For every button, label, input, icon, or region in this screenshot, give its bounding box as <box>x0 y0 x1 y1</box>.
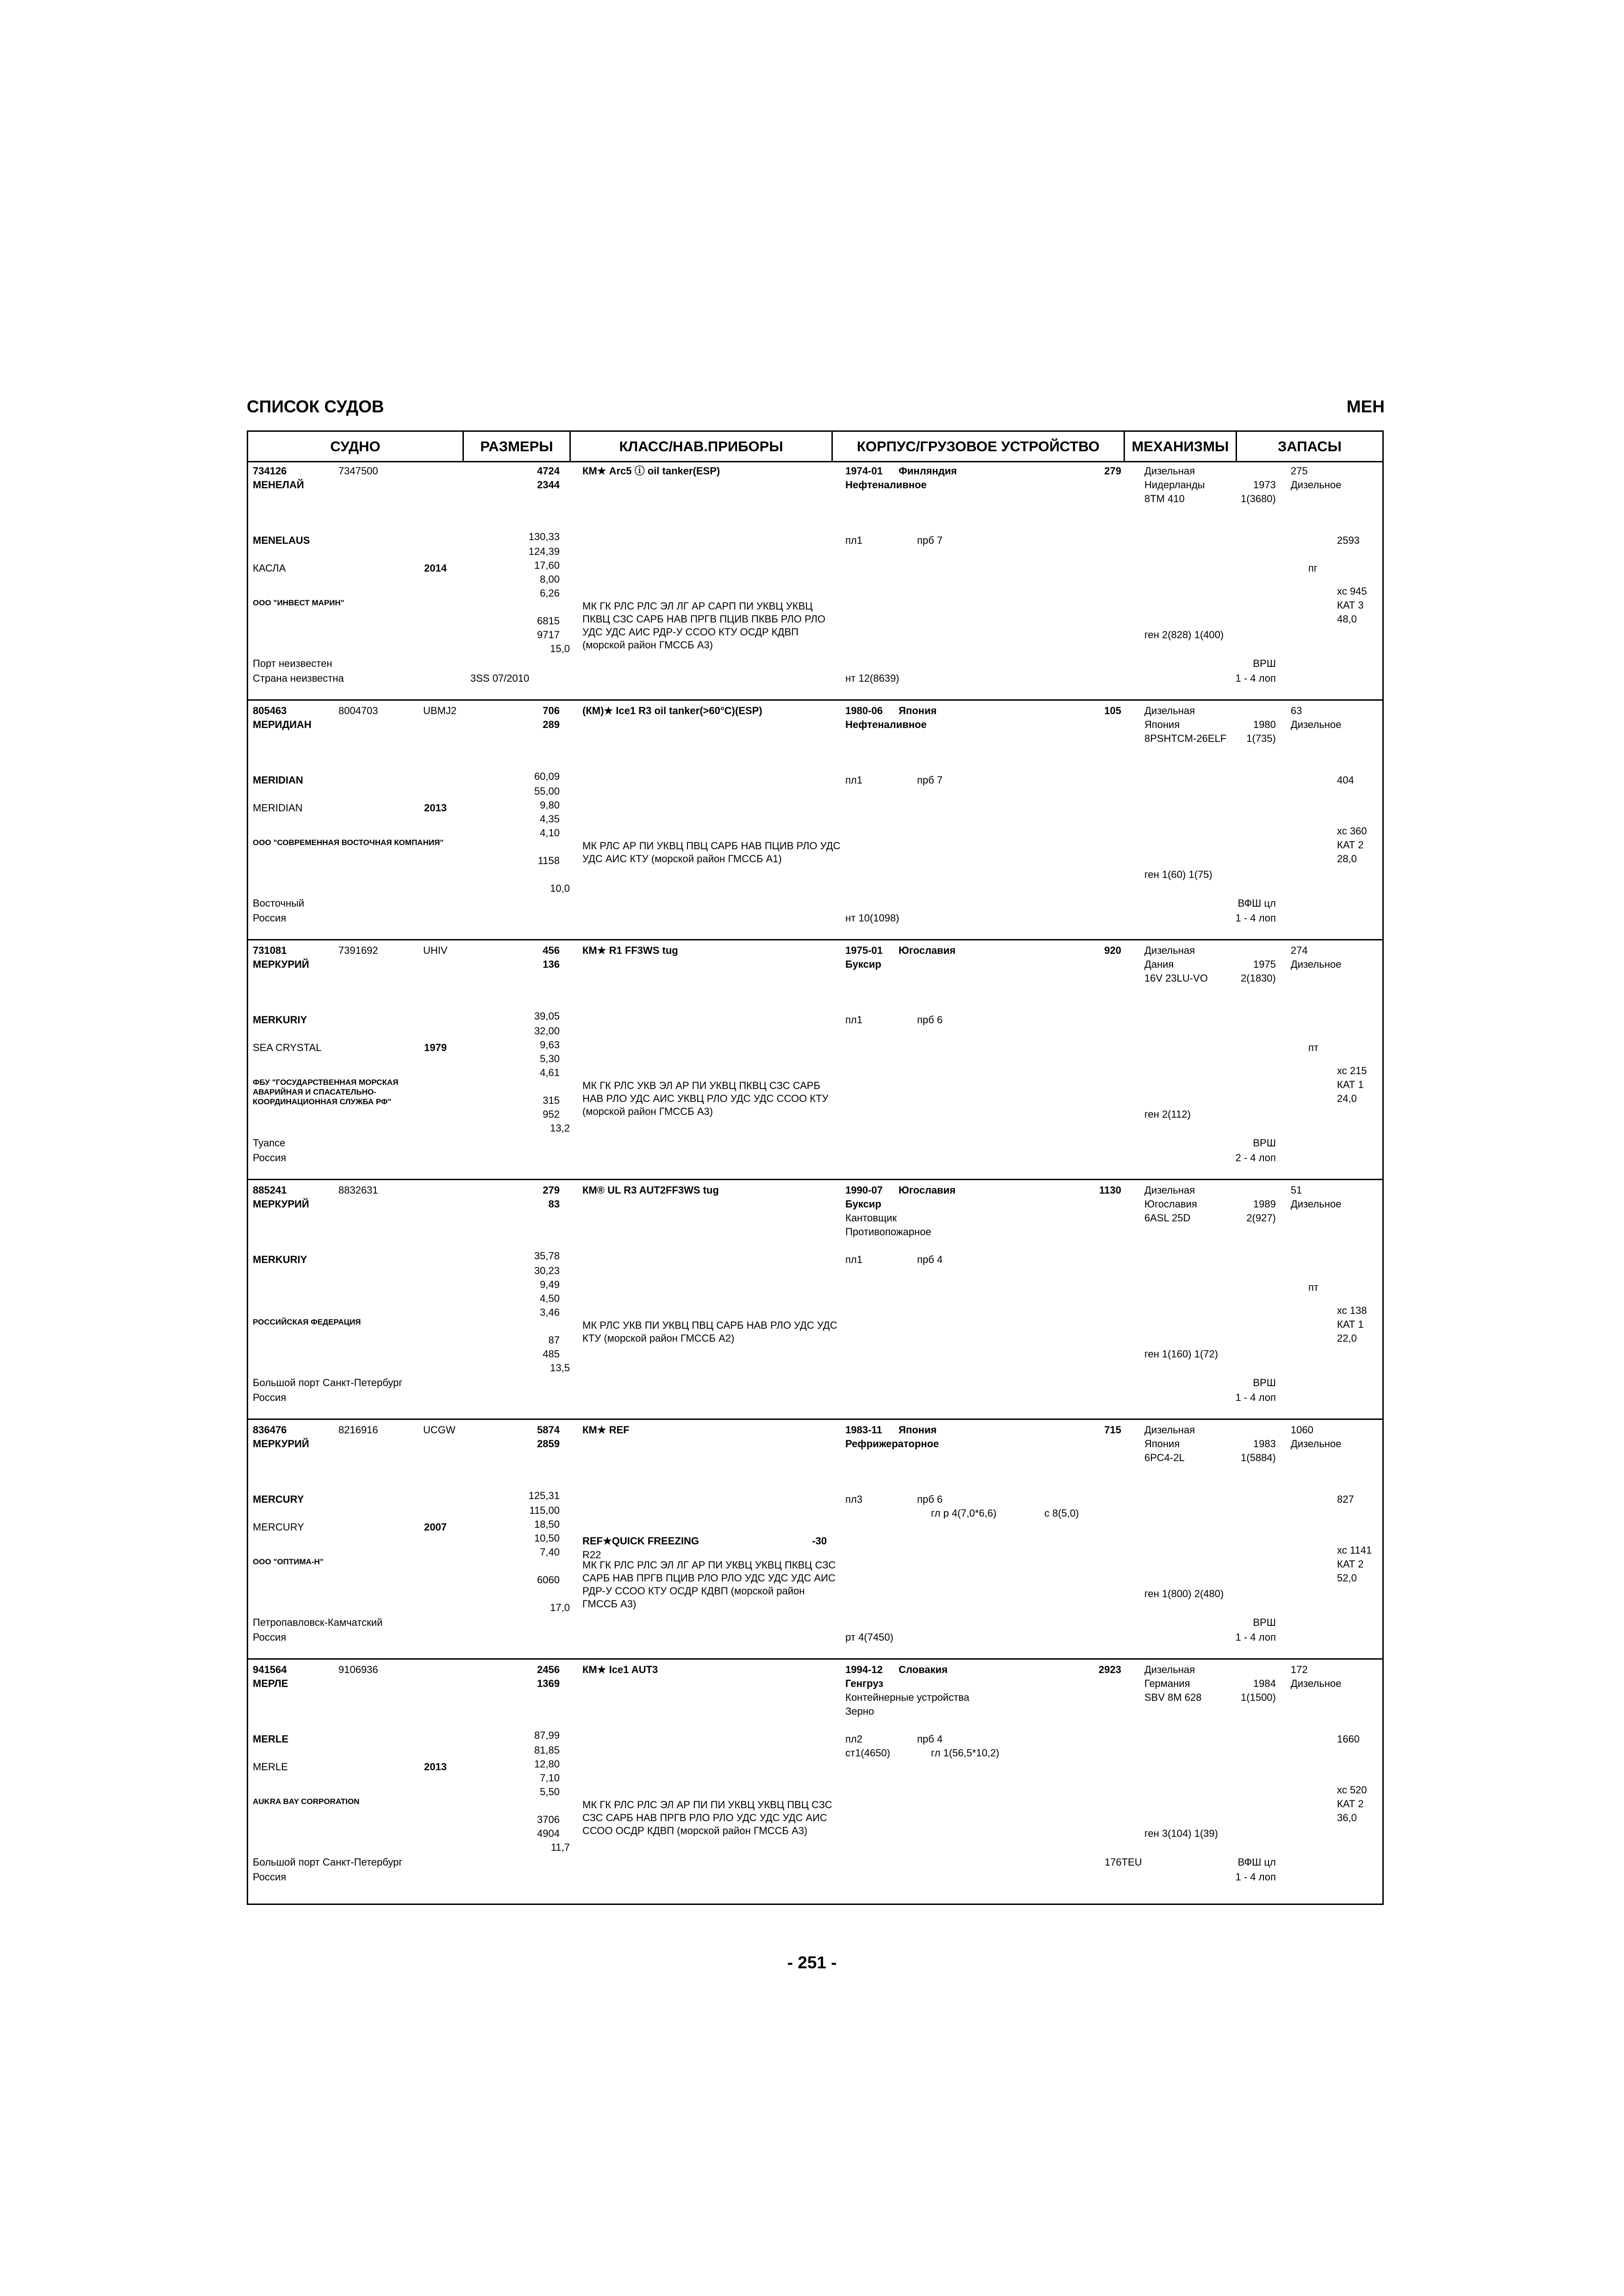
dimension-breadth: 9,49 <box>540 1279 560 1290</box>
generators: ген 2(828) 1(400) <box>1144 629 1224 641</box>
category-value: 28,0 <box>1337 853 1357 865</box>
dimension-depth: 8,00 <box>540 573 560 585</box>
ship-record <box>248 940 1382 1180</box>
dimension-draught: 4,61 <box>540 1067 560 1078</box>
autonomy: хс 215 <box>1337 1065 1367 1076</box>
engine-model: SBV 8M 628 <box>1144 1692 1202 1703</box>
hatches: гл р 4(7,0*6,6) <box>931 1507 997 1519</box>
registry-number: 941564 <box>253 1664 287 1675</box>
navigation-equipment: МК ГК РЛС УКВ ЭЛ АР ПИ УКВЦ ПКВЦ СЗС САРБ НАВ РЛО УДС АИС УКВЦ РЛО УДС УДС ССОО КТУ (морской район ГМССБ А3) <box>582 1080 829 1117</box>
net-tonnage: 2344 <box>537 479 560 491</box>
survey-status: 3SS 07/2010 <box>470 672 530 684</box>
deadweight: 87 <box>548 1334 560 1346</box>
category: КАТ 3 <box>1337 599 1364 611</box>
home-port: Восточный <box>253 897 305 909</box>
fuel-capacity-2: 827 <box>1337 1493 1354 1505</box>
fuel-capacity: 274 <box>1291 945 1308 956</box>
ships-table <box>247 430 1384 1905</box>
speed: 13,5 <box>550 1362 570 1374</box>
gross-tonnage: 2456 <box>537 1664 560 1675</box>
bulkheads: прб 4 <box>917 1254 943 1265</box>
category: КАТ 1 <box>1337 1319 1364 1330</box>
dimension-length-pp: 30,23 <box>534 1265 560 1276</box>
engine-type: Дизельная <box>1144 1664 1195 1675</box>
navigation-equipment: МК ГК РЛС РЛС ЭЛ ЛГ АР САРП ПИ УКВЦ УКВЦ ПКВЦ СЗС САРБ НАВ ПРГВ ПЦИВ ПКВБ РЛО РЛО УДС УДС АИС РДР-У ССОО КТУ ОСДР КДВП (морской район ГМССБ А3) <box>582 600 825 651</box>
build-country: Словакия <box>899 1664 948 1675</box>
dimension-depth: 4,50 <box>540 1293 560 1304</box>
column-header-dimensions: РАЗМЕРЫ <box>464 432 571 461</box>
fuel-type-2: пт <box>1308 1282 1318 1293</box>
bulkheads: прб 6 <box>917 1014 943 1026</box>
registration-year: 2014 <box>424 562 447 574</box>
page-title: СПИСОК СУДОВ <box>247 397 384 416</box>
decks: пл1 <box>845 1014 862 1026</box>
engine-model: 16V 23LU-VO <box>1144 972 1208 984</box>
decks: пл1 <box>845 535 862 546</box>
flag-country: Россия <box>253 1871 287 1883</box>
ship-name-latin: MERIDIAN <box>253 774 303 786</box>
ship-name: МЕНЕЛАЙ <box>253 479 304 491</box>
fuel-capacity: 51 <box>1291 1184 1302 1196</box>
fuel-type-2: пт <box>1308 1042 1318 1053</box>
fuel-type: Дизельное <box>1291 1678 1342 1689</box>
bulkheads: прб 4 <box>917 1733 943 1745</box>
class-notation-extra-value: -30 <box>812 1535 827 1547</box>
category: КАТ 1 <box>1337 1079 1364 1090</box>
class-notation: (КМ)★ Ice1 R3 oil tanker(>60°C)(ESP) <box>582 705 762 716</box>
ship-name-latin: MERCURY <box>253 1493 304 1505</box>
propeller-type: ВРШ <box>1253 1617 1276 1628</box>
engine-model: 6PC4-2L <box>1144 1452 1185 1463</box>
decks: пл2 <box>845 1733 862 1745</box>
registration-year: 2013 <box>424 802 447 814</box>
ship-name-latin: MERKURIY <box>253 1014 307 1026</box>
engine-country: Япония <box>1144 719 1180 730</box>
class-notation: КМ★ Arc5 ⓘ oil tanker(ESP) <box>582 465 720 477</box>
dimension-depth: 7,10 <box>540 1772 560 1784</box>
generators: ген 1(800) 2(480) <box>1144 1588 1224 1599</box>
generators: ген 3(104) 1(39) <box>1144 1828 1218 1839</box>
gross-tonnage: 4724 <box>537 465 560 477</box>
fuel-capacity-2: 2593 <box>1337 535 1360 546</box>
deadweight: 6815 <box>537 615 560 627</box>
engine-model: 8PSHTCM-26ELF <box>1144 733 1227 744</box>
holds: ст1(4650) <box>845 1747 890 1759</box>
fuel-capacity: 172 <box>1291 1664 1308 1675</box>
engine-year: 1983 <box>1253 1438 1276 1450</box>
tanks: рт 4(7450) <box>845 1631 893 1643</box>
autonomy: хс 138 <box>1337 1305 1367 1316</box>
class-notation: КМ® UL R3 AUT2FF3WS tug <box>582 1184 719 1196</box>
call-sign: UBMJ2 <box>423 705 457 716</box>
imo-number: 8216916 <box>338 1424 378 1436</box>
engine-year: 1975 <box>1253 958 1276 970</box>
registry-number: 731081 <box>253 945 287 956</box>
registry-number: 836476 <box>253 1424 287 1436</box>
deadweight: 6060 <box>537 1574 560 1586</box>
navigation-equipment: МК РЛС АР ПИ УКВЦ ПВЦ САРБ НАВ ПЦИВ РЛО УДС УДС АИС КТУ (морской район ГМССБ А1) <box>582 840 841 865</box>
build-number: 715 <box>1104 1424 1121 1436</box>
fuel-type: Дизельное <box>1291 1438 1342 1450</box>
engine-power: 1(3680) <box>1241 493 1276 504</box>
owner: РОССИЙСКАЯ ФЕДЕРАЦИЯ <box>253 1318 361 1326</box>
ship-record <box>248 1180 1382 1420</box>
former-name: КАСЛА <box>253 562 286 574</box>
engine-type: Дизельная <box>1144 705 1195 716</box>
engine-country: Германия <box>1144 1678 1190 1689</box>
displacement: 4904 <box>537 1828 560 1839</box>
engine-country: Нидерланды <box>1144 479 1205 491</box>
vessel-type: Нефтеналивное <box>845 719 927 730</box>
dimension-depth: 5,30 <box>540 1053 560 1064</box>
category-value: 36,0 <box>1337 1812 1357 1823</box>
hatch-covers: с 8(5,0) <box>1044 1507 1079 1519</box>
dimension-length-pp: 32,00 <box>534 1025 560 1037</box>
deadweight: 1158 <box>537 855 560 866</box>
navigation-equipment: МК ГК РЛС РЛС ЭЛ АР ПИ ПИ УКВЦ УКВЦ ПВЦ СЗС СЗС САРБ НАВ ПРГВ РЛО РЛО УДС УДС УДС АИС ССОО ОСДР КДВП (морской район ГМССБ А3) <box>582 1799 832 1836</box>
dimension-length-pp: 55,00 <box>534 785 560 797</box>
speed: 17,0 <box>550 1602 570 1613</box>
ship-name: МЕРКУРИЙ <box>253 1198 309 1210</box>
ship-name: МЕРИДИАН <box>253 719 312 730</box>
section-code: МЕН <box>1346 397 1385 416</box>
ship-name: МЕРЛЕ <box>253 1678 288 1689</box>
dimension-depth: 10,50 <box>534 1532 560 1544</box>
autonomy: хс 360 <box>1337 825 1367 837</box>
deadweight: 3706 <box>537 1814 560 1825</box>
dimension-length-pp: 124,39 <box>528 546 560 557</box>
decks: пл1 <box>845 1254 862 1265</box>
propeller-type: ВРШ <box>1253 658 1276 669</box>
page-header <box>247 397 1385 419</box>
dimension-breadth: 9,80 <box>540 799 560 811</box>
ship-record <box>248 1660 1382 1899</box>
dimension-draught: 7,40 <box>540 1546 560 1558</box>
autonomy: хс 1141 <box>1337 1544 1372 1556</box>
registration-year: 1979 <box>424 1042 447 1053</box>
net-tonnage: 1369 <box>537 1678 560 1689</box>
build-date: 1994-12 <box>845 1664 883 1675</box>
navigation-equipment: МК РЛС УКВ ПИ УКВЦ ПВЦ САРБ НАВ РЛО УДС УДС КТУ (морской район ГМССБ А2) <box>582 1319 837 1344</box>
former-name: MERLE <box>253 1761 288 1773</box>
fuel-type-2: пг <box>1308 562 1318 574</box>
column-header-class: КЛАСС/НАВ.ПРИБОРЫ <box>571 432 833 461</box>
engine-power: 2(1830) <box>1241 972 1276 984</box>
propeller-blades: 2 - 4 лоп <box>1235 1152 1276 1164</box>
speed: 15,0 <box>550 643 570 654</box>
generators: ген 1(60) 1(75) <box>1144 869 1212 880</box>
autonomy: хс 520 <box>1337 1784 1367 1796</box>
speed: 11,7 <box>550 1842 570 1853</box>
engine-year: 1973 <box>1253 479 1276 491</box>
home-port: Большой порт Санкт-Петербург <box>253 1377 403 1388</box>
flag-country: Страна неизвестна <box>253 672 344 684</box>
propeller-blades: 1 - 4 лоп <box>1235 1392 1276 1403</box>
home-port: Туапсе <box>253 1137 286 1149</box>
engine-year: 1980 <box>1253 719 1276 730</box>
bulkheads: прб 6 <box>917 1493 943 1505</box>
vessel-type: Рефрижераторное <box>845 1438 939 1450</box>
vessel-type: Буксир <box>845 958 881 970</box>
displacement: 9717 <box>537 629 560 641</box>
hatches: гл 1(56,5*10,2) <box>931 1747 999 1759</box>
deadweight: 315 <box>543 1095 560 1106</box>
engine-year: 1984 <box>1253 1678 1276 1689</box>
imo-number: 8004703 <box>338 705 378 716</box>
net-tonnage: 2859 <box>537 1438 560 1450</box>
ship-name: МЕРКУРИЙ <box>253 1438 309 1450</box>
engine-country: Дания <box>1144 958 1174 970</box>
fuel-capacity: 275 <box>1291 465 1308 477</box>
fuel-type: Дизельное <box>1291 1198 1342 1210</box>
propeller-blades: 1 - 4 лоп <box>1235 912 1276 924</box>
category: КАТ 2 <box>1337 839 1364 851</box>
build-country: Югославия <box>899 945 956 956</box>
propeller-blades: 1 - 4 лоп <box>1235 1631 1276 1643</box>
category: КАТ 2 <box>1337 1798 1364 1810</box>
former-name: SEA CRYSTAL <box>253 1042 322 1053</box>
decks: пл3 <box>845 1493 862 1505</box>
engine-model: 8TM 410 <box>1144 493 1185 504</box>
gross-tonnage: 706 <box>543 705 560 716</box>
net-tonnage: 83 <box>548 1198 560 1210</box>
vessel-type: Генгруз <box>845 1678 884 1689</box>
fuel-capacity-2: 404 <box>1337 774 1354 786</box>
build-number: 279 <box>1104 465 1121 477</box>
propeller-type: ВФШ цл <box>1237 1856 1276 1868</box>
category-value: 52,0 <box>1337 1572 1357 1584</box>
category-value: 22,0 <box>1337 1332 1357 1344</box>
decks: пл1 <box>845 774 862 786</box>
fuel-capacity: 63 <box>1291 705 1302 716</box>
owner: AUKRA BAY CORPORATION <box>253 1797 360 1806</box>
vessel-type-3: Зерно <box>845 1705 874 1717</box>
build-date: 1990-07 <box>845 1184 883 1196</box>
net-tonnage: 136 <box>543 958 560 970</box>
owner: ФБУ "ГОСУДАРСТВЕННАЯ МОРСКАЯ АВАРИЙНАЯ И СПАСАТЕЛЬНО-КООРДИНАЦИОННАЯ СЛУЖБА РФ" <box>253 1078 399 1106</box>
call-sign: UHIV <box>423 945 448 956</box>
gross-tonnage: 5874 <box>537 1424 560 1436</box>
home-port: Большой порт Санкт-Петербург <box>253 1856 403 1868</box>
vessel-type: Нефтеналивное <box>845 479 927 491</box>
class-notation-extra: REF★QUICK FREEZING <box>582 1535 699 1547</box>
category-value: 24,0 <box>1337 1093 1357 1104</box>
displacement: 952 <box>543 1108 560 1120</box>
registration-year: 2007 <box>424 1521 447 1533</box>
build-number: 105 <box>1104 705 1121 716</box>
tanks: нт 12(8639) <box>845 672 899 684</box>
dimension-breadth: 18,50 <box>534 1518 560 1530</box>
build-country: Финляндия <box>899 465 957 477</box>
imo-number: 9106936 <box>338 1664 378 1675</box>
dimension-length-overall: 87,99 <box>534 1730 560 1741</box>
flag-country: Россия <box>253 1392 287 1403</box>
navigation-equipment: МК ГК РЛС РЛС ЭЛ ЛГ АР ПИ УКВЦ УКВЦ ПКВЦ СЗС САРБ НАВ ПРГВ ПЦИВ РЛО РЛО УДС УДС УДС АИС РДР-У ССОО КТУ ОСДР КДВП (морской район ГМССБ А3) <box>582 1559 836 1610</box>
bulkheads: прб 7 <box>917 774 943 786</box>
registration-year: 2013 <box>424 1761 447 1773</box>
bulkheads: прб 7 <box>917 535 943 546</box>
category: КАТ 2 <box>1337 1558 1364 1570</box>
registry-number: 734126 <box>253 465 287 477</box>
owner: ООО "ИНВЕСТ МАРИН" <box>253 598 344 607</box>
speed: 13,2 <box>550 1122 570 1134</box>
owner: ООО "СОВРЕМЕННАЯ ВОСТОЧНАЯ КОМПАНИЯ" <box>253 838 444 847</box>
column-header-hull: КОРПУС/ГРУЗОВОЕ УСТРОЙСТВО <box>833 432 1125 461</box>
page-number: - 251 - <box>787 1953 837 1972</box>
generators: ген 1(160) 1(72) <box>1144 1348 1218 1360</box>
propeller-blades: 1 - 4 лоп <box>1235 672 1276 684</box>
engine-model: 6ASL 25D <box>1144 1212 1191 1224</box>
class-notation: КМ★ Ice1 AUT3 <box>582 1664 658 1675</box>
dimension-length-pp: 115,00 <box>529 1505 560 1516</box>
build-date: 1980-06 <box>845 705 883 716</box>
dimension-length-overall: 125,31 <box>528 1490 560 1501</box>
flag-country: Россия <box>253 1152 287 1164</box>
build-number: 2923 <box>1099 1664 1121 1675</box>
vessel-type-2: Контейнерные устройства <box>845 1692 969 1703</box>
fuel-type: Дизельное <box>1291 719 1342 730</box>
vessel-type: Буксир <box>845 1198 881 1210</box>
imo-number: 7347500 <box>338 465 378 477</box>
engine-type: Дизельная <box>1144 945 1195 956</box>
propeller-blades: 1 - 4 лоп <box>1235 1871 1276 1883</box>
propeller-type: ВРШ <box>1253 1137 1276 1149</box>
dimension-length-overall: 130,33 <box>528 531 560 542</box>
class-notation: КМ★ REF <box>582 1424 630 1436</box>
column-header-stores: ЗАПАСЫ <box>1277 438 1342 454</box>
fuel-type: Дизельное <box>1291 958 1342 970</box>
engine-type: Дизельная <box>1144 1424 1195 1436</box>
imo-number: 8832631 <box>338 1184 378 1196</box>
speed: 10,0 <box>550 883 570 894</box>
column-header-machinery: МЕХАНИЗМЫ <box>1125 432 1237 461</box>
category-value: 48,0 <box>1337 613 1357 625</box>
dimension-length-overall: 60,09 <box>534 771 560 782</box>
displacement: 485 <box>543 1348 560 1360</box>
class-notation: КМ★ R1 FF3WS tug <box>582 945 678 956</box>
autonomy: хс 945 <box>1337 585 1367 597</box>
dimension-length-pp: 81,85 <box>534 1744 560 1756</box>
build-country: Югославия <box>899 1184 956 1196</box>
dimension-depth: 4,35 <box>540 813 560 825</box>
ship-name-latin: MERLE <box>253 1733 288 1745</box>
ship-record <box>248 461 1382 701</box>
registry-number: 805463 <box>253 705 287 716</box>
build-number: 1130 <box>1099 1184 1121 1196</box>
dimension-breadth: 12,80 <box>534 1758 560 1770</box>
home-port: Порт неизвестен <box>253 658 332 669</box>
owner: ООО "ОПТИМА-Н" <box>253 1557 324 1566</box>
container-capacity: 176TEU <box>1105 1856 1142 1868</box>
ship-name: МЕРКУРИЙ <box>253 958 309 970</box>
ship-name-latin: MENELAUS <box>253 535 310 546</box>
dimension-draught: 5,50 <box>540 1786 560 1798</box>
engine-power: 2(927) <box>1246 1212 1276 1224</box>
vessel-type-3: Противопожарное <box>845 1226 931 1238</box>
registry-number: 885241 <box>253 1184 287 1196</box>
build-country: Япония <box>899 1424 937 1436</box>
engine-year: 1989 <box>1253 1198 1276 1210</box>
dimension-length-overall: 35,78 <box>534 1250 560 1262</box>
former-name: MERCURY <box>253 1521 304 1533</box>
generators: ген 2(112) <box>1144 1108 1191 1120</box>
fuel-type: Дизельное <box>1291 479 1342 491</box>
engine-power: 1(735) <box>1246 733 1276 744</box>
net-tonnage: 289 <box>543 719 560 730</box>
dimension-draught: 6,26 <box>540 587 560 599</box>
engine-type: Дизельная <box>1144 1184 1195 1196</box>
build-date: 1974-01 <box>845 465 883 477</box>
gross-tonnage: 279 <box>543 1184 560 1196</box>
imo-number: 7391692 <box>338 945 378 956</box>
build-number: 920 <box>1104 945 1121 956</box>
ship-record <box>248 701 1382 940</box>
vessel-type-2: Кантовщик <box>845 1212 897 1224</box>
column-headers <box>248 432 1382 462</box>
engine-type: Дизельная <box>1144 465 1195 477</box>
dimension-draught: 4,10 <box>540 827 560 839</box>
engine-country: Югославия <box>1144 1198 1197 1210</box>
refrigerant: R22 <box>582 1549 601 1561</box>
tanks: нт 10(1098) <box>845 912 899 924</box>
ship-name-latin: MERKURIY <box>253 1254 307 1265</box>
former-name: MERIDIAN <box>253 802 303 814</box>
ship-record <box>248 1420 1382 1660</box>
call-sign: UCGW <box>423 1424 456 1436</box>
build-date: 1975-01 <box>845 945 883 956</box>
gross-tonnage: 456 <box>543 945 560 956</box>
dimension-draught: 3,46 <box>540 1307 560 1318</box>
dimension-length-overall: 39,05 <box>534 1010 560 1022</box>
engine-power: 1(1500) <box>1241 1692 1276 1703</box>
fuel-capacity-2: 1660 <box>1337 1733 1360 1745</box>
flag-country: Россия <box>253 912 287 924</box>
flag-country: Россия <box>253 1631 287 1643</box>
column-header-ship: СУДНО <box>248 432 464 461</box>
dimension-breadth: 9,63 <box>540 1039 560 1051</box>
propeller-type: ВРШ <box>1253 1377 1276 1388</box>
fuel-capacity: 1060 <box>1291 1424 1313 1436</box>
dimension-breadth: 17,60 <box>534 560 560 571</box>
build-country: Япония <box>899 705 937 716</box>
propeller-type: ВФШ цл <box>1237 897 1276 909</box>
engine-power: 1(5884) <box>1241 1452 1276 1463</box>
engine-country: Япония <box>1144 1438 1180 1450</box>
build-date: 1983-11 <box>845 1424 882 1436</box>
home-port: Петропавловск-Камчатский <box>253 1617 383 1628</box>
